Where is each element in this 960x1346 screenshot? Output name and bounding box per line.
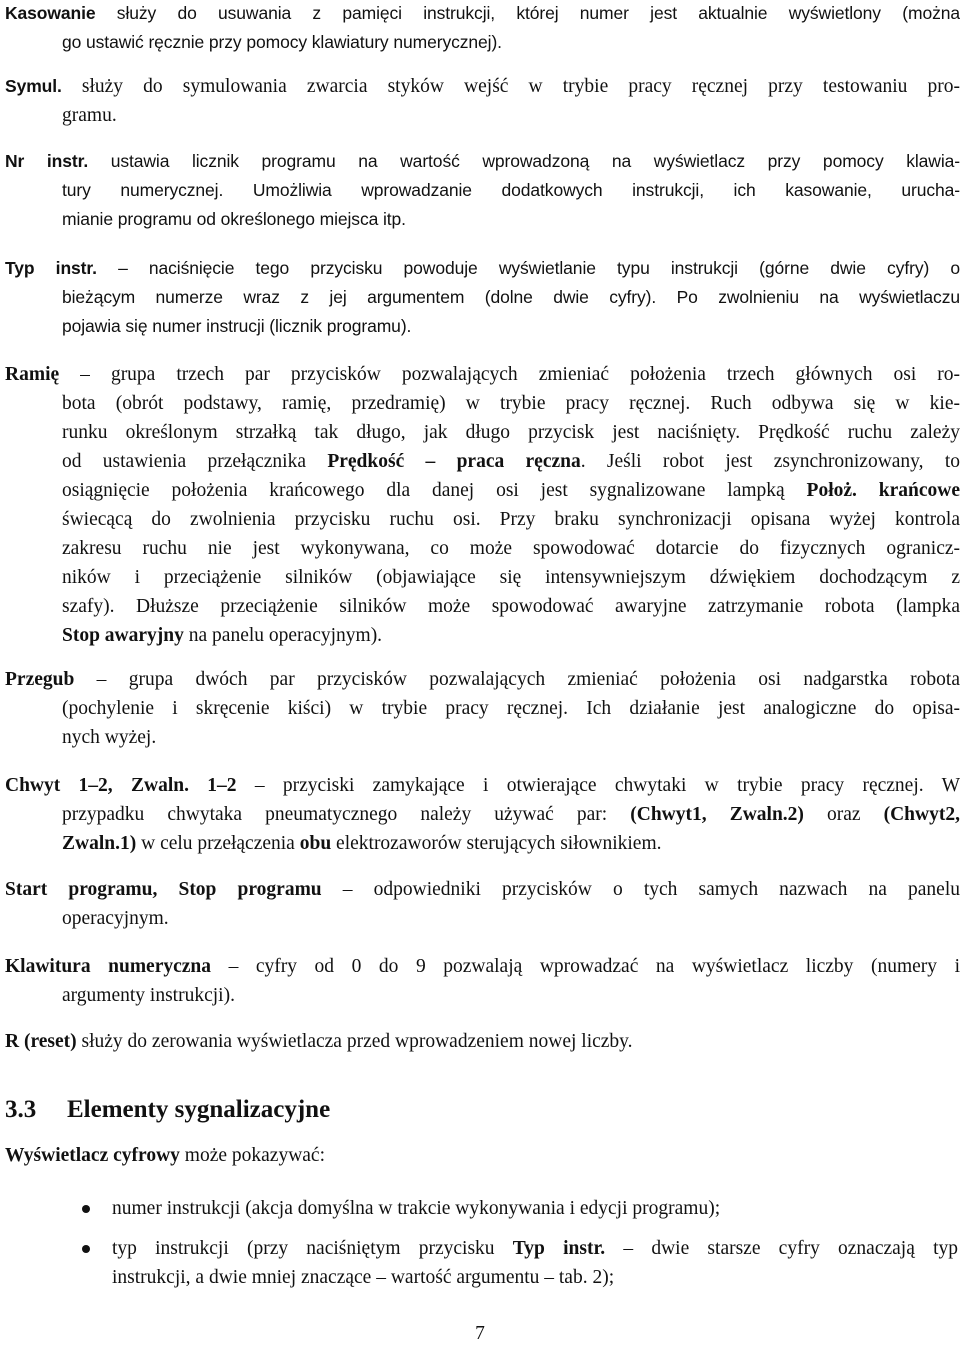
bullet-item	[0, 1234, 960, 1292]
section-number: 3.3	[5, 1096, 37, 1123]
text-line	[5, 534, 960, 563]
term-label: (Chwyt1, Zwaln.2)	[630, 804, 804, 825]
text-line	[0, 1263, 958, 1292]
term-label: Nr instr.	[5, 151, 89, 171]
text-line	[5, 694, 960, 723]
text-run: operacyjnym.	[62, 908, 169, 929]
text-line	[5, 952, 960, 981]
text-line	[5, 447, 960, 476]
term-label: Typ instr.	[512, 1238, 606, 1259]
text-run: runku określonym strzałką tak długo, jak długo przycisk jest naciśnięty. Prędkość ruchu zależy	[62, 422, 960, 443]
bullet-dot-icon	[82, 1205, 90, 1213]
text-line	[5, 205, 960, 234]
text-line	[5, 147, 960, 176]
entry-symul	[5, 72, 960, 130]
term-label: Zwaln.1)	[62, 833, 137, 854]
text-run: nych wyżej.	[62, 727, 157, 748]
text-line	[5, 101, 960, 130]
text-run: – cyfry od 0 do 9 pozwalają wprowadzać na wyświetlacz liczby (numery i	[211, 956, 960, 977]
entry-start-stop	[5, 875, 960, 933]
text-line	[5, 72, 960, 101]
text-line	[5, 875, 960, 904]
text-run: zakresu ruchu nie jest wykonywana, co może spowodować dotarcie do fizycznych ogranicz-	[62, 538, 960, 559]
text-run: go ustawić ręcznie przy pomocy klawiatury numerycznej).	[62, 32, 502, 52]
term-label: (Chwyt2,	[883, 804, 960, 825]
term-label: Prędkość – praca ręczna	[327, 451, 581, 472]
text-run: tury numerycznej. Umożliwia wprowadzanie dodatkowych instrukcji, ich kasowanie, urucha-	[62, 180, 960, 200]
text-run: . Jeśli robot jest zsynchronizowany, to	[580, 451, 960, 472]
text-run: świecącą do zwolnienia przycisku ruchu osi. Przy braku synchronizacji opisana wyżej kontrola	[62, 509, 960, 530]
text-line	[5, 312, 960, 341]
text-run: argumenty instrukcji).	[62, 985, 235, 1006]
text-run: bota (obrót podstawy, ramię, przedramię) w trybie pracy ręcznej. Ruch odbywa się w kie-	[62, 393, 960, 414]
text-run: ników i przeciążenie silników (objawiające się intensywniejszym dźwiękiem dochodzącym z	[62, 567, 960, 588]
text-line	[5, 176, 960, 205]
term-label: R (reset)	[5, 1031, 77, 1052]
text-run: pojawia się numer instrucji (licznik programu).	[62, 316, 412, 336]
term-label: Położ. krańcowe	[806, 480, 960, 501]
text-run: (pochylenie i skręcenie kiści) w trybie pracy ręcznej. Ich działanie jest analogiczne do opisa-	[62, 698, 960, 719]
text-line	[5, 771, 960, 800]
entry-ramie	[5, 360, 960, 650]
entry-przegub	[5, 665, 960, 752]
text-run: numer instrukcji (akcja domyślna w trakcie wykonywania i edycji programu);	[112, 1198, 721, 1219]
text-run: ustawia licznik programu na wartość wprowadzoną na wyświetlacz przy pomocy klawia-	[88, 151, 960, 171]
term-label: Ramię	[5, 364, 60, 385]
text-run: osiągnięcie położenia krańcowego dla danej osi jest sygnalizowane lampką	[62, 480, 807, 501]
text-line	[5, 723, 960, 752]
text-line	[5, 254, 960, 283]
text-line	[5, 563, 960, 592]
text-line	[5, 505, 960, 534]
text-run: – przyciski zamykające i otwierające chwytaki w trybie pracy ręcznej. W	[236, 775, 960, 796]
text-run: typ instrukcji (przy naciśniętym przycisku	[112, 1238, 513, 1259]
text-line	[5, 283, 960, 312]
page-number: 7	[475, 1323, 485, 1344]
term-label: Stop awaryjny	[62, 625, 184, 646]
text-run: na panelu operacyjnym).	[183, 625, 383, 646]
text-line	[5, 981, 960, 1010]
text-run: może pokazywać:	[179, 1145, 326, 1166]
text-line	[5, 389, 960, 418]
text-run: oraz	[803, 804, 884, 825]
text-run: od ustawienia przełącznika	[62, 451, 328, 472]
entry-typ-instr	[5, 254, 960, 341]
entry-reset	[5, 1027, 960, 1056]
text-line	[5, 904, 960, 933]
text-run: mianie programu od określonego miejsca itp.	[62, 209, 406, 229]
text-line	[5, 592, 960, 621]
text-run: instrukcji, a dwie mniej znaczące – wartość argumentu – tab. 2);	[112, 1267, 615, 1288]
term-label: Chwyt 1–2, Zwaln. 1–2	[5, 775, 237, 796]
term-label: Klawitura numeryczna	[5, 956, 212, 977]
text-line	[5, 476, 960, 505]
text-run: gramu.	[62, 105, 117, 126]
section-heading	[5, 1092, 330, 1128]
entry-klawiatura	[5, 952, 960, 1010]
text-run: szafy). Dłuższe przeciążenie silników może spowodować awaryjne zatrzymanie robota (lampka	[62, 596, 960, 617]
text-run: bieżącym numerze wraz z jej argumentem (dolne dwie cyfry). Po zwolnieniu na wyświetlaczu	[62, 287, 960, 307]
text-run: służy do symulowania zwarcia styków wejść w trybie pracy ręcznej przy testowaniu pro-	[61, 76, 960, 97]
text-line	[5, 829, 960, 858]
text-line	[5, 665, 960, 694]
text-line	[5, 418, 960, 447]
section-title: Elementy sygnalizacyjne	[67, 1096, 331, 1123]
text-line	[5, 0, 960, 28]
term-label: obu	[299, 833, 332, 854]
text-line	[5, 621, 960, 650]
term-label: Wyświetlacz cyfrowy	[5, 1145, 180, 1166]
text-run: – grupa trzech par przycisków pozwalających zmieniać położenia trzech głównych osi ro-	[59, 364, 960, 385]
text-run: służy do usuwania z pamięci instrukcji, której numer jest aktualnie wyświetlony (można	[95, 3, 960, 23]
entry-kasowanie	[5, 0, 960, 57]
text-run: – odpowiedniki przycisków o tych samych nazwach na panelu	[321, 879, 960, 900]
text-line	[5, 28, 960, 57]
text-line	[0, 1194, 958, 1223]
text-line	[5, 1027, 960, 1056]
text-run: elektrozaworów sterujących siłownikiem.	[331, 833, 662, 854]
text-run: przypadku chwytaka pneumatycznego należy używać par:	[62, 804, 631, 825]
text-line	[5, 1141, 960, 1170]
text-run: – grupa dwóch par przycisków pozwalających zmieniać położenia osi nadgarstka robota	[74, 669, 960, 690]
term-label: Start programu, Stop programu	[5, 879, 322, 900]
bullet-dot-icon	[82, 1245, 90, 1253]
text-line	[5, 800, 960, 829]
text-run: – naciśnięcie tego przycisku powoduje wyświetlanie typu instrukcji (górne dwie cyfry) o	[96, 258, 960, 278]
text-run: w celu przełączenia	[136, 833, 300, 854]
text-line	[5, 360, 960, 389]
term-label: Przegub	[5, 669, 75, 690]
term-label: Typ instr.	[5, 258, 97, 278]
text-line	[0, 1234, 958, 1263]
bullet-item	[0, 1194, 960, 1223]
term-label: Kasowanie	[5, 3, 96, 23]
entry-nr-instr	[5, 147, 960, 234]
intro-paragraph	[5, 1141, 960, 1170]
text-run: – dwie starsze cyfry oznaczają typ	[605, 1238, 958, 1259]
term-label: Symul.	[5, 76, 62, 96]
entry-chwyt	[5, 771, 960, 858]
text-run: służy do zerowania wyświetlacza przed wprowadzeniem nowej liczby.	[76, 1031, 633, 1052]
